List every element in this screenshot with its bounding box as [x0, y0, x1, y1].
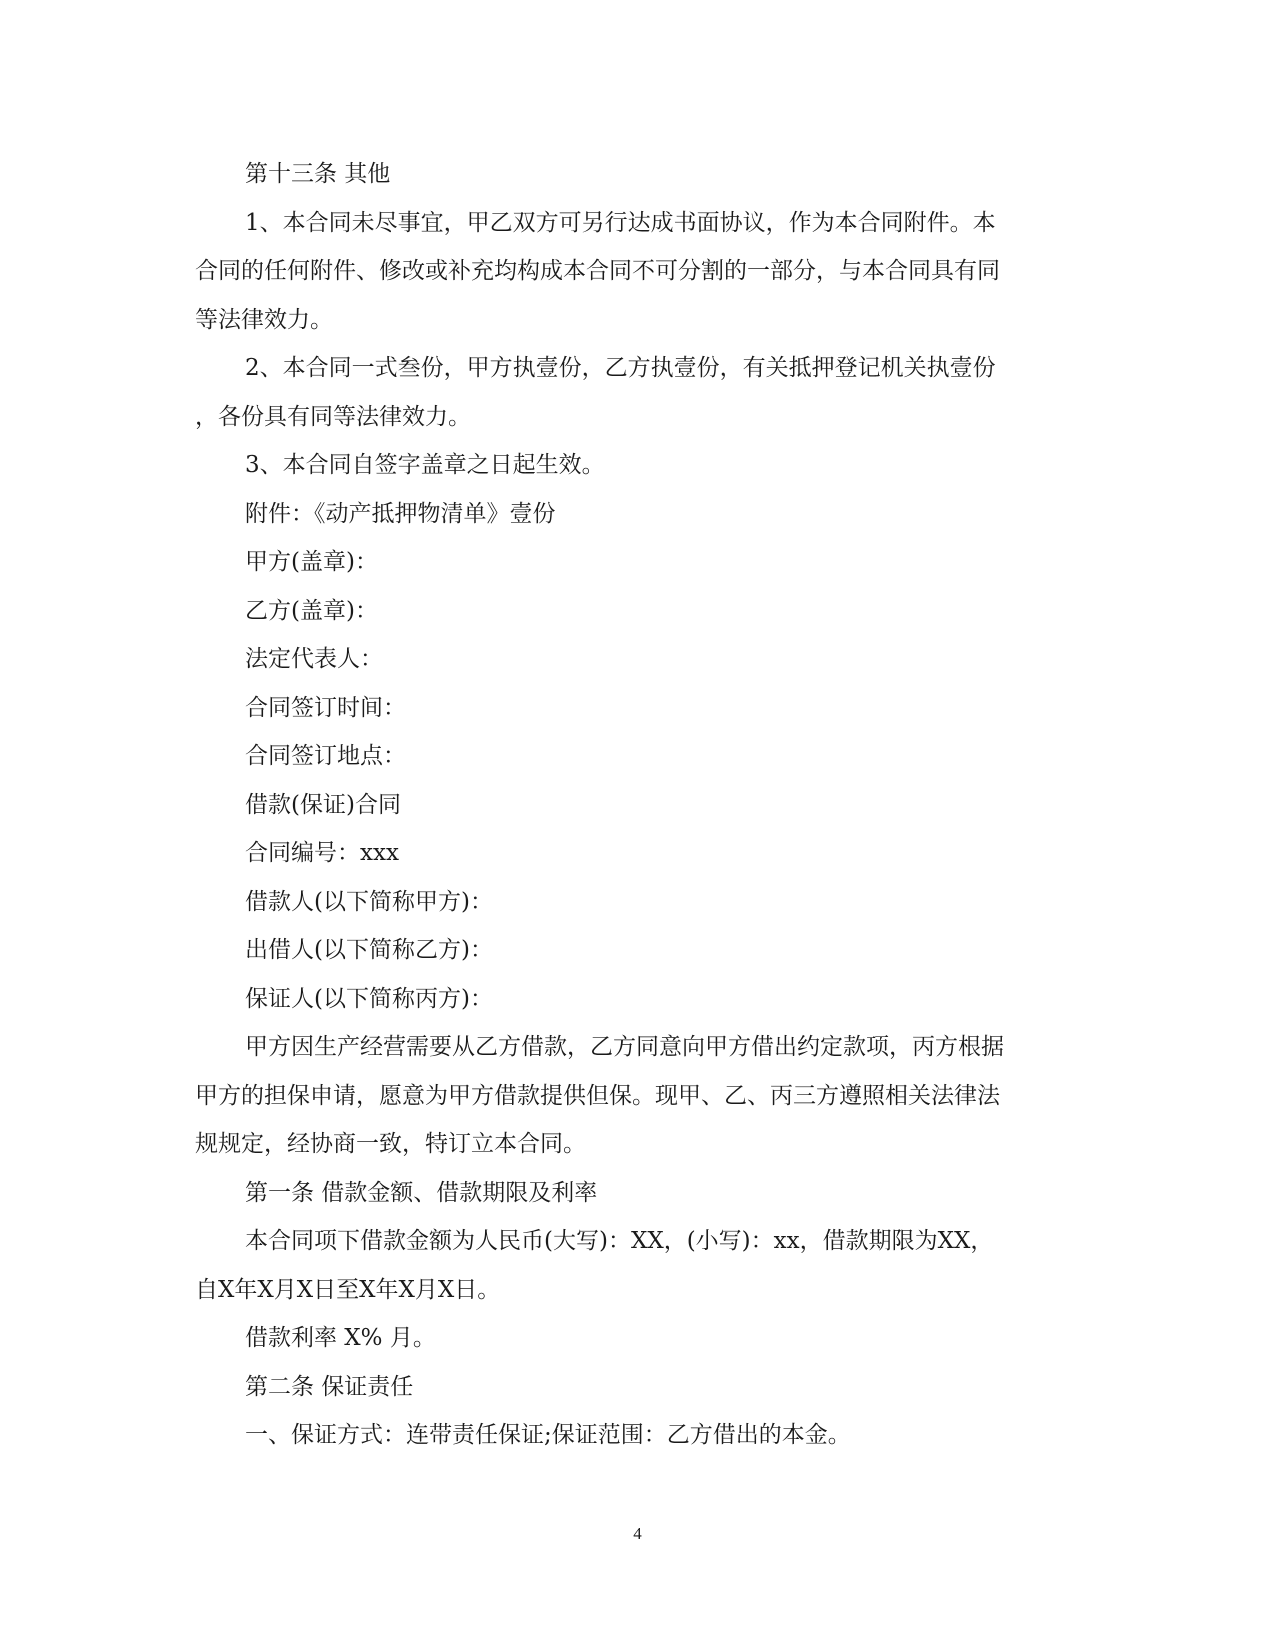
text-line: 借款利率 X% 月。	[245, 1325, 436, 1351]
text-line: 附件：《动产抵押物清单》壹份	[245, 500, 556, 527]
text-line: 规规定，经协商一致，特订立本合同。	[195, 1131, 586, 1157]
text-line: 合同编号：xxx	[245, 840, 399, 866]
text-line: 自X年X月X日至X年X月X日。	[195, 1276, 501, 1303]
clause-13-3	[195, 441, 1080, 490]
article-2-heading	[195, 1363, 1080, 1412]
text-line: 等法律效力。	[195, 306, 333, 333]
party-b-seal	[195, 587, 1080, 636]
text-line: 出借人(以下简称乙方)：	[245, 937, 493, 963]
text-line: 保证人(以下简称丙方)：	[245, 985, 493, 1012]
signing-place	[195, 732, 1080, 781]
text-line: 甲方(盖章)：	[245, 549, 378, 575]
text-line: 合同签订时间：	[245, 694, 406, 721]
text-line: 合同签订地点：	[245, 743, 406, 769]
text-line: 第二条 保证责任	[245, 1373, 414, 1400]
attachment-line	[195, 490, 1080, 539]
loan-amount	[195, 1217, 1080, 1314]
borrower	[195, 878, 1080, 927]
contract-number	[195, 829, 1080, 878]
text-line: 本合同项下借款金额为人民币(大写)：XX，(小写)：xx，借款期限为XX，	[245, 1228, 994, 1254]
text-line: 一、保证方式：连带责任保证;保证范围：乙方借出的本金。	[245, 1422, 851, 1448]
text-line: 借款人(以下简称甲方)：	[245, 888, 493, 915]
text-line: 第一条 借款金额、借款期限及利率	[245, 1179, 598, 1206]
article-1-heading	[195, 1169, 1080, 1218]
legal-representative	[195, 635, 1080, 684]
guarantor	[195, 975, 1080, 1024]
preamble	[195, 1023, 1080, 1169]
clause-13-1	[195, 199, 1080, 345]
text-line: 甲方因生产经营需要从乙方借款，乙方同意向甲方借出约定款项，丙方根据	[245, 1034, 1004, 1060]
text-line: ，各份具有同等法律效力。	[195, 403, 471, 430]
text-line: 借款(保证)合同	[245, 791, 401, 818]
lender	[195, 926, 1080, 975]
page-number: 4	[633, 1524, 642, 1543]
article-13-heading	[195, 150, 1080, 199]
text-line: 甲方的担保申请，愿意为甲方借款提供但保。现甲、乙、丙三方遵照相关法律法	[195, 1082, 1000, 1109]
guarantee-method	[195, 1411, 1080, 1460]
text-line: 3、本合同自签字盖章之日起生效。	[245, 452, 605, 478]
clause-13-2	[195, 344, 1080, 441]
text-line: 1、本合同未尽事宜，甲乙双方可另行达成书面协议，作为本合同附件。本	[245, 209, 996, 236]
party-a-seal	[195, 538, 1080, 587]
text-line: 乙方(盖章)：	[245, 597, 378, 624]
interest-rate	[195, 1314, 1080, 1363]
contract-title	[195, 781, 1080, 830]
text-line: 合同的任何附件、修改或补充均构成本合同不可分割的一部分，与本合同具有同	[195, 258, 1000, 284]
text-line: 2、本合同一式叁份，甲方执壹份，乙方执壹份，有关抵押登记机关执壹份	[245, 355, 996, 381]
signing-time	[195, 684, 1080, 733]
document-body	[195, 150, 1080, 1460]
text-line: 法定代表人：	[245, 646, 383, 672]
text-line: 第十三条 其他	[245, 161, 391, 187]
